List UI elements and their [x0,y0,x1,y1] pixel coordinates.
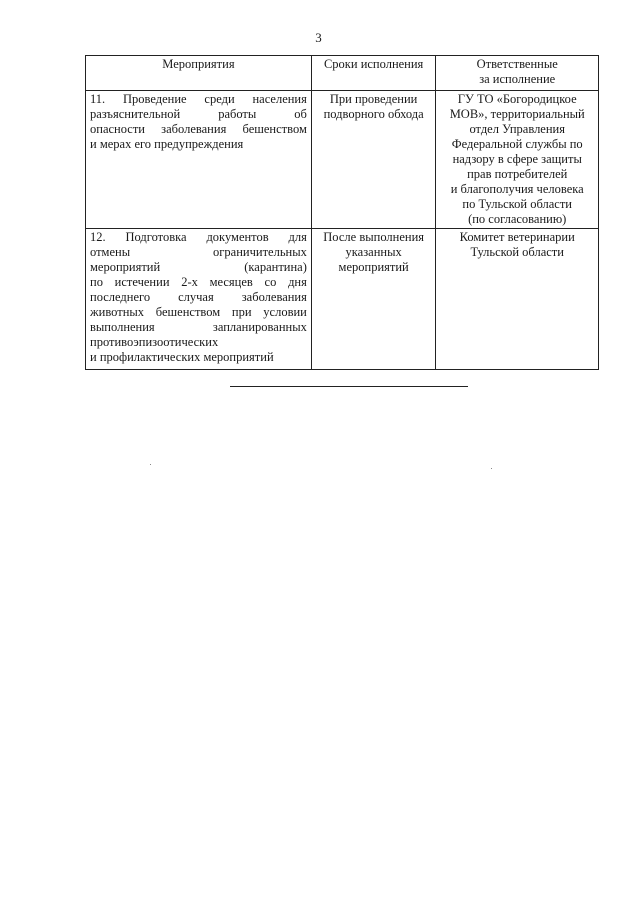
closing-rule [230,386,468,387]
table-row [86,91,599,229]
text-line: 11. Проведение среди населения [90,92,307,106]
text-line: указанных [345,245,402,259]
text-line: выполнения запланированных [90,320,307,334]
text-line: 12. Подготовка документов для [90,230,307,244]
text-line: последнего случая заболевания [90,290,307,304]
text-line: Тульской области [470,245,564,259]
page-number: 3 [315,30,322,45]
text-line: по Тульской области [462,197,572,211]
scan-speck [150,464,151,465]
text-line: прав потребителей [467,167,568,181]
text-line: животных бешенством при условии [90,305,307,319]
header-deadlines: Сроки исполнения [311,56,436,91]
text-line: (по согласованию) [468,212,567,226]
row-11-measure [86,91,312,229]
text-line: мероприятий [338,260,409,274]
text-line: опасности заболевания бешенством [90,122,307,136]
text-line: мероприятий (карантина) [90,260,307,274]
row-11-responsible [436,91,599,229]
row-11-deadline [311,91,436,229]
text-line: надзору в сфере защиты [452,152,582,166]
measures-table [85,55,599,370]
text-line: Комитет ветеринарии [459,230,575,244]
header-measures: Мероприятия [86,56,312,91]
text-line: разъяснительной работы об [90,107,307,121]
row-12-measure [86,229,312,370]
row-12-deadline [311,229,436,370]
header-responsible-line-1: Ответственные [476,57,558,71]
text-line: Федеральной службы по [451,137,583,151]
table-header-row [86,56,599,91]
text-line: и благополучия человека [450,182,584,196]
text-line: по истечении 2-х месяцев со дня [90,275,307,289]
header-responsible [436,56,599,91]
text-line: МОВ», территориальный [449,107,585,121]
header-responsible-line-2: за исполнение [479,72,556,86]
text-line: ГУ ТО «Богородицкое [457,92,577,106]
text-line: После выполнения [323,230,425,244]
text-line: и профилактических мероприятий [90,350,274,364]
text-line: При проведении [329,92,418,106]
text-line: противоэпизоотических [90,335,219,349]
text-line: отдел Управления [469,122,565,136]
text-line: отмены ограничительных [90,245,307,259]
text-line: и мерах его предупреждения [90,137,244,151]
text-line: подворного обхода [323,107,424,121]
scan-speck [491,468,492,469]
table-row [86,229,599,370]
row-12-responsible [436,229,599,370]
